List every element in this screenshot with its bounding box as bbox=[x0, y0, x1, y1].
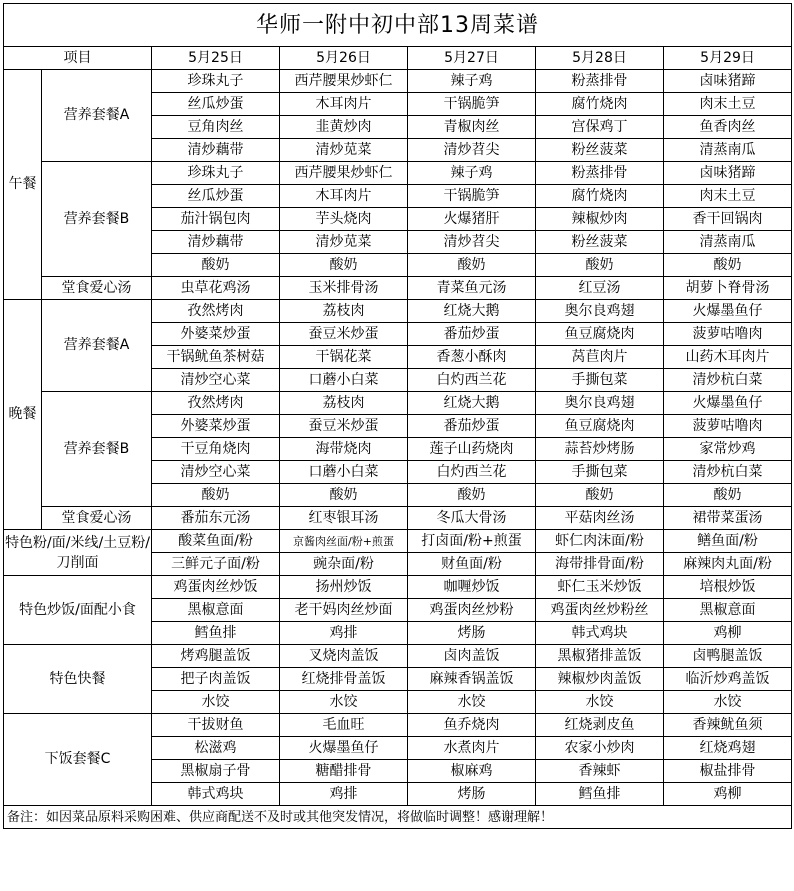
dish-cell: 鳕鱼排 bbox=[152, 622, 280, 645]
menu-title: 华师一附中初中部13周菜谱 bbox=[4, 4, 792, 47]
dish-cell: 海带烧肉 bbox=[280, 438, 408, 461]
dish-cell: 玉米排骨汤 bbox=[280, 277, 408, 300]
dish-cell: 海带排骨面/粉 bbox=[536, 553, 664, 576]
dish-cell: 荔枝肉 bbox=[280, 392, 408, 415]
menu-sheet bbox=[3, 3, 791, 887]
dish-cell: 黑椒扇子骨 bbox=[152, 760, 280, 783]
group-label: 特色快餐 bbox=[4, 645, 152, 714]
dish-cell: 干拔财鱼 bbox=[152, 714, 280, 737]
dish-cell: 莴苣肉片 bbox=[536, 346, 664, 369]
dish-cell: 黑椒意面 bbox=[664, 599, 792, 622]
dish-cell: 外婆菜炒蛋 bbox=[152, 323, 280, 346]
dish-cell: 虫草花鸡汤 bbox=[152, 277, 280, 300]
dish-cell: 火爆墨鱼仔 bbox=[280, 737, 408, 760]
dish-cell: 清炒苕尖 bbox=[408, 231, 536, 254]
dish-cell: 韩式鸡块 bbox=[152, 783, 280, 806]
dish-cell: 白灼西兰花 bbox=[408, 369, 536, 392]
dish-cell: 松滋鸡 bbox=[152, 737, 280, 760]
dish-cell: 清蒸南瓜 bbox=[664, 231, 792, 254]
soup-label: 堂食爱心汤 bbox=[42, 507, 152, 530]
dish-cell: 黑椒意面 bbox=[152, 599, 280, 622]
dish-cell: 酸奶 bbox=[152, 484, 280, 507]
dish-cell: 清炒藕带 bbox=[152, 139, 280, 162]
dish-cell: 裙带菜蛋汤 bbox=[664, 507, 792, 530]
dish-cell: 水饺 bbox=[664, 691, 792, 714]
dish-cell: 水饺 bbox=[408, 691, 536, 714]
menu-row bbox=[4, 645, 792, 668]
dish-cell: 白灼西兰花 bbox=[408, 461, 536, 484]
dish-cell: 清炒藕带 bbox=[152, 231, 280, 254]
dish-cell: 香葱小酥肉 bbox=[408, 346, 536, 369]
dish-cell: 三鲜元子面/粉 bbox=[152, 553, 280, 576]
dish-cell: 清炒苕尖 bbox=[408, 139, 536, 162]
dish-cell: 山药木耳肉片 bbox=[664, 346, 792, 369]
dish-cell: 临沂炒鸡盖饭 bbox=[664, 668, 792, 691]
dish-cell: 火爆墨鱼仔 bbox=[664, 300, 792, 323]
dish-cell: 粉丝菠菜 bbox=[536, 139, 664, 162]
dish-cell: 木耳肉片 bbox=[280, 93, 408, 116]
dish-cell: 糖醋排骨 bbox=[280, 760, 408, 783]
dish-cell: 麻辣肉丸面/粉 bbox=[664, 553, 792, 576]
soup-row bbox=[4, 507, 792, 530]
dish-cell: 口蘑小白菜 bbox=[280, 461, 408, 484]
dish-cell: 清炒苋菜 bbox=[280, 139, 408, 162]
dish-cell: 孜然烤肉 bbox=[152, 392, 280, 415]
dish-cell: 胡萝卜脊骨汤 bbox=[664, 277, 792, 300]
dish-cell: 酸奶 bbox=[408, 254, 536, 277]
set-label: 营养套餐A bbox=[42, 300, 152, 392]
dish-cell: 茄汁锅包肉 bbox=[152, 208, 280, 231]
dish-cell: 香辣虾 bbox=[536, 760, 664, 783]
meal-label: 晚餐 bbox=[4, 300, 42, 530]
dish-cell: 鳕鱼排 bbox=[536, 783, 664, 806]
dish-cell: 鳝鱼面/粉 bbox=[664, 530, 792, 553]
dish-cell: 珍珠丸子 bbox=[152, 162, 280, 185]
set-label: 营养套餐A bbox=[42, 70, 152, 162]
dish-cell: 香辣鱿鱼须 bbox=[664, 714, 792, 737]
dish-cell: 酸奶 bbox=[408, 484, 536, 507]
dish-cell: 虾仁玉米炒饭 bbox=[536, 576, 664, 599]
dish-cell: 青菜鱼元汤 bbox=[408, 277, 536, 300]
dish-cell: 清炒空心菜 bbox=[152, 461, 280, 484]
dish-cell: 珍珠丸子 bbox=[152, 70, 280, 93]
dish-cell: 红烧排骨盖饭 bbox=[280, 668, 408, 691]
dish-cell: 虾仁肉沫面/粉 bbox=[536, 530, 664, 553]
dish-cell: 酸菜鱼面/粉 bbox=[152, 530, 280, 553]
dish-cell: 青椒肉丝 bbox=[408, 116, 536, 139]
soup-row bbox=[4, 277, 792, 300]
menu-row bbox=[4, 714, 792, 737]
dish-cell: 椒盐排骨 bbox=[664, 760, 792, 783]
dish-cell: 韩式鸡块 bbox=[536, 622, 664, 645]
dish-cell: 肉末土豆 bbox=[664, 93, 792, 116]
dish-cell: 豆角肉丝 bbox=[152, 116, 280, 139]
dish-cell: 酸奶 bbox=[536, 254, 664, 277]
dish-cell: 孜然烤肉 bbox=[152, 300, 280, 323]
dish-cell: 干锅脆笋 bbox=[408, 185, 536, 208]
dish-cell: 卤味猪蹄 bbox=[664, 70, 792, 93]
dish-cell: 叉烧肉盖饭 bbox=[280, 645, 408, 668]
dish-cell: 番茄东元汤 bbox=[152, 507, 280, 530]
header-item: 项目 bbox=[4, 47, 152, 70]
soup-label: 堂食爱心汤 bbox=[42, 277, 152, 300]
dish-cell: 香干回锅肉 bbox=[664, 208, 792, 231]
dish-cell: 干锅脆笋 bbox=[408, 93, 536, 116]
dish-cell: 红烧鸡翅 bbox=[664, 737, 792, 760]
menu-row bbox=[4, 392, 792, 415]
dish-cell: 手撕包菜 bbox=[536, 461, 664, 484]
dish-cell: 粉蒸排骨 bbox=[536, 70, 664, 93]
dish-cell: 莲子山药烧肉 bbox=[408, 438, 536, 461]
dish-cell: 黑椒猪排盖饭 bbox=[536, 645, 664, 668]
dish-cell: 椒麻鸡 bbox=[408, 760, 536, 783]
dish-cell: 酸奶 bbox=[536, 484, 664, 507]
dish-cell: 卤味猪蹄 bbox=[664, 162, 792, 185]
dish-cell: 鸡排 bbox=[280, 783, 408, 806]
menu-row bbox=[4, 530, 792, 553]
dish-cell: 粉丝菠菜 bbox=[536, 231, 664, 254]
dish-cell: 酸奶 bbox=[280, 254, 408, 277]
dish-cell: 烤鸡腿盖饭 bbox=[152, 645, 280, 668]
dish-cell: 清炒苋菜 bbox=[280, 231, 408, 254]
dish-cell: 芋头烧肉 bbox=[280, 208, 408, 231]
dish-cell: 腐竹烧肉 bbox=[536, 93, 664, 116]
header-row bbox=[4, 47, 792, 70]
dish-cell: 卤鸭腿盖饭 bbox=[664, 645, 792, 668]
dish-cell: 番茄炒蛋 bbox=[408, 323, 536, 346]
dish-cell: 辣椒炒肉 bbox=[536, 208, 664, 231]
dish-cell: 清蒸南瓜 bbox=[664, 139, 792, 162]
dish-cell: 鸡排 bbox=[280, 622, 408, 645]
weekly-menu-table bbox=[3, 3, 792, 829]
dish-cell: 口蘑小白菜 bbox=[280, 369, 408, 392]
dish-cell: 老干妈肉丝炒面 bbox=[280, 599, 408, 622]
header-date: 5月27日 bbox=[408, 47, 536, 70]
dish-cell: 财鱼面/粉 bbox=[408, 553, 536, 576]
group-label: 下饭套餐C bbox=[4, 714, 152, 806]
dish-cell: 打卤面/粉+煎蛋 bbox=[408, 530, 536, 553]
dish-cell: 蚕豆米炒蛋 bbox=[280, 323, 408, 346]
dish-cell: 冬瓜大骨汤 bbox=[408, 507, 536, 530]
note-row bbox=[4, 806, 792, 829]
dish-cell: 豌杂面/粉 bbox=[280, 553, 408, 576]
dish-cell: 鸡柳 bbox=[664, 622, 792, 645]
dish-cell: 红烧大鹅 bbox=[408, 392, 536, 415]
dish-cell: 鸡柳 bbox=[664, 783, 792, 806]
menu-row bbox=[4, 162, 792, 185]
dish-cell: 丝瓜炒蛋 bbox=[152, 185, 280, 208]
dish-cell: 鱼豆腐烧肉 bbox=[536, 415, 664, 438]
dish-cell: 培根炒饭 bbox=[664, 576, 792, 599]
header-date: 5月28日 bbox=[536, 47, 664, 70]
dish-cell: 奥尔良鸡翅 bbox=[536, 392, 664, 415]
dish-cell: 火爆墨鱼仔 bbox=[664, 392, 792, 415]
dish-cell: 肉末土豆 bbox=[664, 185, 792, 208]
dish-cell: 红烧剥皮鱼 bbox=[536, 714, 664, 737]
dish-cell: 酸奶 bbox=[664, 484, 792, 507]
dish-cell: 红烧大鹅 bbox=[408, 300, 536, 323]
dish-cell: 咖喱炒饭 bbox=[408, 576, 536, 599]
dish-cell: 麻辣香锅盖饭 bbox=[408, 668, 536, 691]
dish-cell: 干豆角烧肉 bbox=[152, 438, 280, 461]
menu-row bbox=[4, 576, 792, 599]
dish-cell: 外婆菜炒蛋 bbox=[152, 415, 280, 438]
header-date: 5月29日 bbox=[664, 47, 792, 70]
dish-cell: 菠萝咕噜肉 bbox=[664, 415, 792, 438]
dish-cell: 水饺 bbox=[152, 691, 280, 714]
dish-cell: 清炒空心菜 bbox=[152, 369, 280, 392]
dish-cell: 干锅花菜 bbox=[280, 346, 408, 369]
dish-cell: 手撕包菜 bbox=[536, 369, 664, 392]
dish-cell: 红枣银耳汤 bbox=[280, 507, 408, 530]
dish-cell: 蒜苔炒烤肠 bbox=[536, 438, 664, 461]
dish-cell: 鱼香肉丝 bbox=[664, 116, 792, 139]
dish-cell: 粉蒸排骨 bbox=[536, 162, 664, 185]
dish-cell: 番茄炒蛋 bbox=[408, 415, 536, 438]
dish-cell: 京酱肉丝面/粉+煎蛋 bbox=[280, 530, 408, 553]
dish-cell: 平菇肉丝汤 bbox=[536, 507, 664, 530]
dish-cell: 奥尔良鸡翅 bbox=[536, 300, 664, 323]
dish-cell: 火爆猪肝 bbox=[408, 208, 536, 231]
dish-cell: 丝瓜炒蛋 bbox=[152, 93, 280, 116]
dish-cell: 红豆汤 bbox=[536, 277, 664, 300]
dish-cell: 毛血旺 bbox=[280, 714, 408, 737]
dish-cell: 清炒杭白菜 bbox=[664, 369, 792, 392]
dish-cell: 韭黄炒肉 bbox=[280, 116, 408, 139]
dish-cell: 腐竹烧肉 bbox=[536, 185, 664, 208]
dish-cell: 辣子鸡 bbox=[408, 70, 536, 93]
meal-label: 午餐 bbox=[4, 70, 42, 300]
menu-row bbox=[4, 300, 792, 323]
dish-cell: 荔枝肉 bbox=[280, 300, 408, 323]
menu-row bbox=[4, 70, 792, 93]
dish-cell: 水煮肉片 bbox=[408, 737, 536, 760]
dish-cell: 酸奶 bbox=[664, 254, 792, 277]
dish-cell: 卤肉盖饭 bbox=[408, 645, 536, 668]
dish-cell: 干锅鱿鱼茶树菇 bbox=[152, 346, 280, 369]
dish-cell: 酸奶 bbox=[152, 254, 280, 277]
dish-cell: 辣子鸡 bbox=[408, 162, 536, 185]
dish-cell: 农家小炒肉 bbox=[536, 737, 664, 760]
footer-note: 备注：如因菜品原料采购困难、供应商配送不及时或其他突发情况，将做临时调整！感谢理解！ bbox=[4, 806, 792, 829]
dish-cell: 水饺 bbox=[280, 691, 408, 714]
group-label: 特色粉/面/米线/土豆粉/刀削面 bbox=[4, 530, 152, 576]
header-date: 5月25日 bbox=[152, 47, 280, 70]
set-label: 营养套餐B bbox=[42, 392, 152, 507]
dish-cell: 鸡蛋肉丝炒粉丝 bbox=[536, 599, 664, 622]
dish-cell: 鸡蛋肉丝炒饭 bbox=[152, 576, 280, 599]
dish-cell: 清炒杭白菜 bbox=[664, 461, 792, 484]
dish-cell: 水饺 bbox=[536, 691, 664, 714]
dish-cell: 酸奶 bbox=[280, 484, 408, 507]
dish-cell: 菠萝咕噜肉 bbox=[664, 323, 792, 346]
set-label: 营养套餐B bbox=[42, 162, 152, 277]
dish-cell: 鱼豆腐烧肉 bbox=[536, 323, 664, 346]
dish-cell: 鱼乔烧肉 bbox=[408, 714, 536, 737]
group-label: 特色炒饭/面配小食 bbox=[4, 576, 152, 645]
dish-cell: 辣椒炒肉盖饭 bbox=[536, 668, 664, 691]
dish-cell: 家常炒鸡 bbox=[664, 438, 792, 461]
dish-cell: 西芹腰果炒虾仁 bbox=[280, 162, 408, 185]
dish-cell: 宫保鸡丁 bbox=[536, 116, 664, 139]
dish-cell: 鸡蛋肉丝炒粉 bbox=[408, 599, 536, 622]
dish-cell: 烤肠 bbox=[408, 622, 536, 645]
header-date: 5月26日 bbox=[280, 47, 408, 70]
dish-cell: 烤肠 bbox=[408, 783, 536, 806]
dish-cell: 把子肉盖饭 bbox=[152, 668, 280, 691]
dish-cell: 西芹腰果炒虾仁 bbox=[280, 70, 408, 93]
dish-cell: 木耳肉片 bbox=[280, 185, 408, 208]
dish-cell: 蚕豆米炒蛋 bbox=[280, 415, 408, 438]
dish-cell: 扬州炒饭 bbox=[280, 576, 408, 599]
